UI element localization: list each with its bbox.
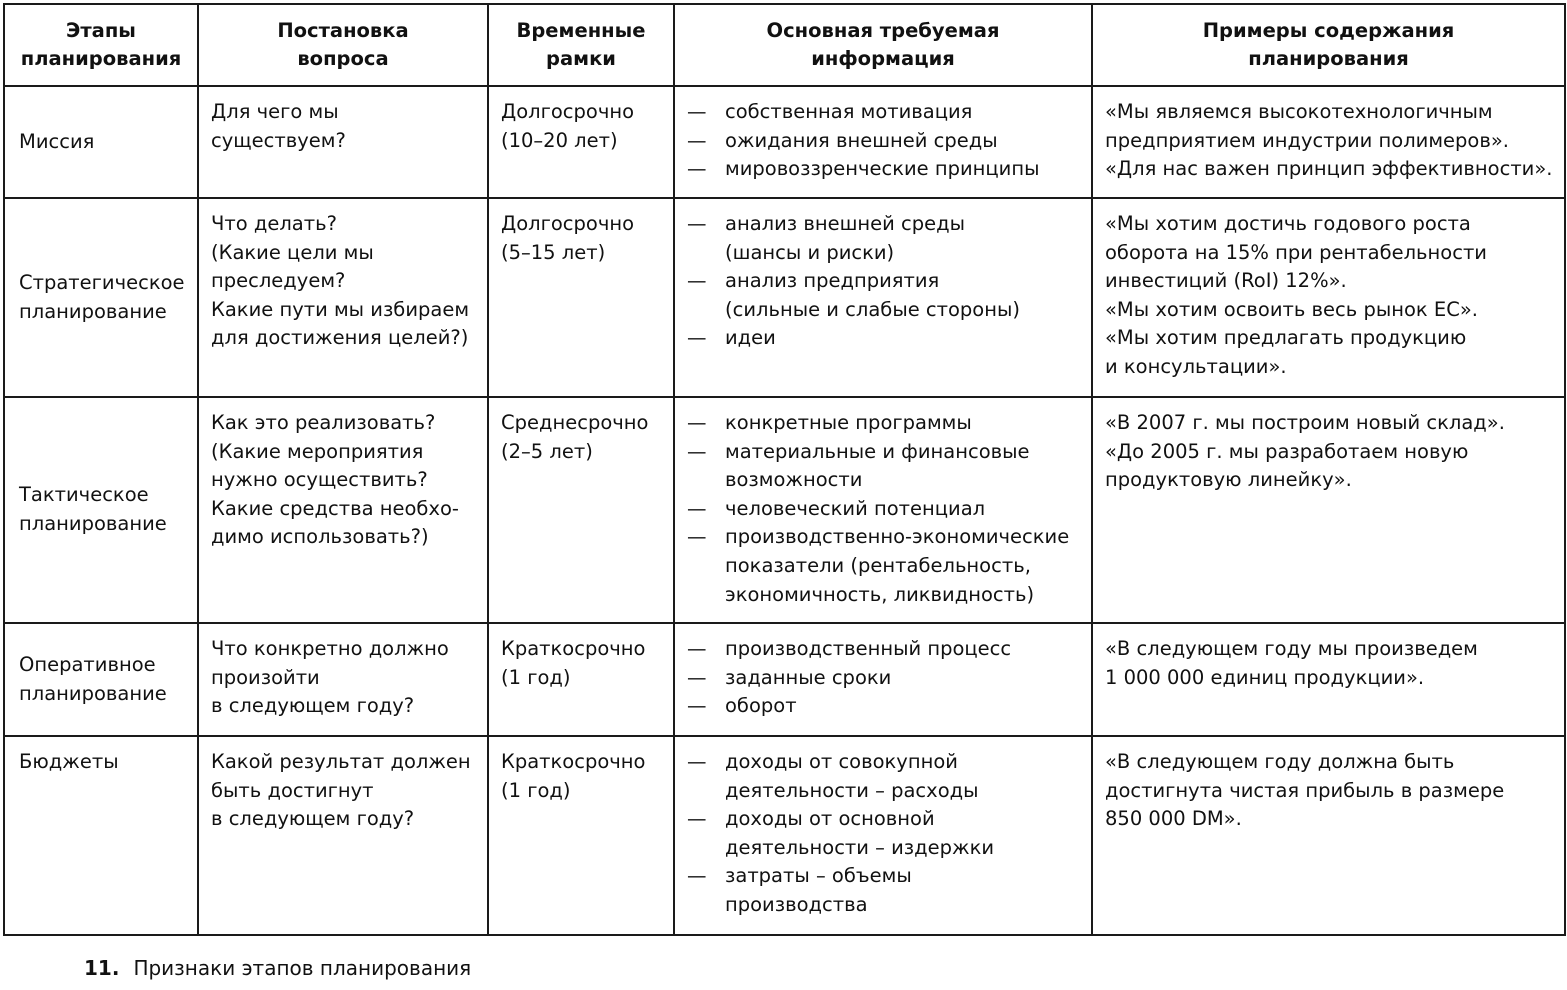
cell-text-line: «Мы являемся высокотехнологичным — [1105, 100, 1493, 123]
info-list-item — [687, 324, 1081, 353]
required-info-cell — [674, 198, 1092, 397]
dash-bullet: — — [687, 807, 707, 831]
header-text-line: информация — [811, 47, 955, 70]
header-text-line: Этапы — [66, 19, 136, 42]
cell-text-line: конкретные программы — [725, 411, 972, 434]
cell-text-line: идеи — [725, 326, 776, 350]
cell-text-line: «Для нас важен принцип эффективности». — [1105, 157, 1553, 181]
cell-text-line: Для чего мы — [211, 100, 339, 123]
info-list-item — [687, 267, 1081, 324]
cell-text-line: «До 2005 г. мы разработаем новую — [1105, 439, 1469, 463]
question-cell — [198, 198, 488, 397]
info-list-item — [687, 692, 1081, 721]
required-info-cell — [674, 736, 1092, 935]
dash-bullet: — — [687, 637, 707, 660]
cell-text-line: Тактическое — [19, 483, 149, 507]
question-cell — [198, 623, 488, 736]
header-text-line: вопроса — [297, 47, 389, 70]
cell-text-line: Бюджеты — [19, 750, 119, 773]
info-list-item — [687, 664, 1081, 693]
cell-text-line: (шансы и риски) — [725, 240, 895, 264]
header-text-line: Временные — [516, 19, 646, 42]
info-list-item — [687, 438, 1081, 495]
header-text-line: Основная требуемая — [766, 19, 1000, 42]
stage-cell — [4, 198, 198, 397]
info-list — [687, 409, 1081, 609]
examples-cell — [1092, 736, 1565, 935]
header-text-line: Постановка — [277, 19, 409, 42]
cell-text-line: доходы от основной — [725, 807, 935, 831]
table-row — [4, 198, 1565, 397]
planning-stages-table — [3, 3, 1566, 936]
header-time-frame — [488, 4, 674, 86]
cell-text-line: нужно осуществить? — [211, 468, 428, 492]
cell-text-line: преследуем? — [211, 269, 346, 293]
cell-text-line: (10–20 лет) — [501, 128, 618, 152]
cell-text-line: 850 000 DM». — [1105, 807, 1242, 831]
cell-text-line: показатели (рентабельность, — [725, 553, 1031, 577]
cell-text-line: «В 2007 г. мы построим новый склад». — [1105, 411, 1505, 434]
cell-text-line: для достижения целей?) — [211, 326, 469, 350]
cell-text-line: Какой результат должен — [211, 750, 471, 773]
cell-text-line: Стратегическое — [19, 270, 185, 294]
table-row — [4, 397, 1565, 623]
dash-bullet: — — [687, 128, 707, 152]
header-question — [198, 4, 488, 86]
info-list-item — [687, 210, 1081, 267]
cell-text-line: (2–5 лет) — [501, 439, 593, 463]
cell-text-line: материальные и финансовые — [725, 439, 1030, 463]
table-header-row — [4, 4, 1565, 86]
cell-text-line: Что делать? — [211, 212, 337, 235]
time-frame-cell — [488, 198, 674, 397]
cell-text-line: инвестиций (RoI) 12%». — [1105, 269, 1347, 293]
question-cell — [198, 397, 488, 623]
cell-text-line: планирование — [19, 299, 167, 323]
stage-cell — [4, 86, 198, 198]
cell-text-line: (1 год) — [501, 778, 571, 802]
cell-text-line: (1 год) — [501, 665, 571, 689]
cell-text-line: 1 000 000 единиц продукции». — [1105, 665, 1425, 689]
cell-text-line: произойти — [211, 665, 320, 689]
cell-text-line: анализ предприятия — [725, 269, 940, 293]
cell-text-line: существуем? — [211, 128, 346, 152]
question-cell — [198, 736, 488, 935]
info-list-item — [687, 523, 1081, 609]
info-list-item — [687, 862, 1081, 919]
dash-bullet: — — [687, 100, 707, 123]
cell-text-line: Как это реализовать? — [211, 411, 436, 434]
required-info-cell — [674, 397, 1092, 623]
dash-bullet: — — [687, 694, 707, 718]
dash-bullet: — — [687, 525, 707, 549]
cell-text-line: Долгосрочно — [501, 212, 635, 235]
cell-text-line: в следующем году? — [211, 807, 415, 831]
cell-text-line: ожидания внешней среды — [725, 128, 998, 152]
cell-text-line: Краткосрочно — [501, 637, 646, 660]
cell-text-line: собственная мотивация — [725, 100, 973, 123]
cell-text-line: (Какие мероприятия — [211, 439, 424, 463]
cell-text-line: (5–15 лет) — [501, 240, 606, 264]
cell-text-line: в следующем году? — [211, 694, 415, 718]
cell-text-line: деятельности – расходы — [725, 778, 979, 802]
caption-number: 11. — [84, 956, 120, 980]
required-info-cell — [674, 86, 1092, 198]
info-list-item — [687, 127, 1081, 156]
examples-cell — [1092, 198, 1565, 397]
header-text-line: рамки — [546, 47, 616, 70]
cell-text-line: Какие средства необхо- — [211, 496, 459, 520]
info-list — [687, 635, 1081, 721]
cell-text-line: производственный процесс — [725, 637, 1012, 660]
cell-text-line: возможности — [725, 468, 863, 492]
cell-text-line: быть достигнут — [211, 778, 374, 802]
examples-cell — [1092, 623, 1565, 736]
question-cell — [198, 86, 488, 198]
time-frame-cell — [488, 736, 674, 935]
cell-text-line: Что конкретно должно — [211, 637, 449, 660]
cell-text-line: «В следующем году мы произведем — [1105, 637, 1478, 660]
info-list-item — [687, 409, 1081, 438]
table-caption — [84, 954, 471, 982]
cell-text-line: Среднесрочно — [501, 411, 649, 434]
header-examples — [1092, 4, 1565, 86]
header-required-info — [674, 4, 1092, 86]
cell-text-line: человеческий потенциал — [725, 496, 986, 520]
examples-cell — [1092, 397, 1565, 623]
dash-bullet: — — [687, 411, 707, 434]
examples-cell — [1092, 86, 1565, 198]
info-list-item — [687, 495, 1081, 524]
cell-text-line: оборот — [725, 694, 797, 718]
dash-bullet: — — [687, 439, 707, 463]
dash-bullet: — — [687, 496, 707, 520]
dash-bullet: — — [687, 864, 707, 888]
dash-bullet: — — [687, 212, 707, 235]
cell-text-line: «Мы хотим предлагать продукцию — [1105, 326, 1467, 350]
cell-text-line: Краткосрочно — [501, 750, 646, 773]
cell-text-line: затраты – объемы — [725, 864, 912, 888]
cell-text-line: (сильные и слабые стороны) — [725, 297, 1020, 321]
cell-text-line: (Какие цели мы — [211, 240, 374, 264]
info-list — [687, 98, 1081, 184]
time-frame-cell — [488, 397, 674, 623]
stage-cell — [4, 736, 198, 935]
table-row — [4, 86, 1565, 198]
stage-cell — [4, 397, 198, 623]
info-list — [687, 748, 1081, 920]
cell-text-line: Оперативное — [19, 652, 156, 676]
table-row — [4, 736, 1565, 935]
cell-text-line: планирование — [19, 681, 167, 705]
info-list-item — [687, 155, 1081, 184]
cell-text-line: «Мы хотим достичь годового роста — [1105, 212, 1471, 235]
info-list — [687, 210, 1081, 353]
cell-text-line: производства — [725, 892, 868, 916]
cell-text-line: заданные сроки — [725, 665, 892, 689]
cell-text-line: предприятием индустрии полимеров». — [1105, 128, 1509, 152]
info-list-item — [687, 98, 1081, 127]
cell-text-line: «В следующем году должна быть — [1105, 750, 1455, 773]
cell-text-line: продуктовую линейку». — [1105, 468, 1352, 492]
dash-bullet: — — [687, 665, 707, 689]
time-frame-cell — [488, 86, 674, 198]
header-stages — [4, 4, 198, 86]
cell-text-line: производственно-экономические — [725, 525, 1070, 549]
cell-text-line: анализ внешней среды — [725, 212, 966, 235]
cell-text-line: экономичность, ликвидность) — [725, 582, 1035, 606]
cell-text-line: димо использовать?) — [211, 525, 429, 549]
dash-bullet: — — [687, 157, 707, 181]
cell-text-line: планирование — [19, 512, 167, 535]
cell-text-line: Долгосрочно — [501, 100, 635, 123]
stage-cell — [4, 623, 198, 736]
cell-text-line: доходы от совокупной — [725, 750, 958, 773]
cell-text-line: и консультации». — [1105, 354, 1287, 378]
info-list-item — [687, 635, 1081, 664]
cell-text-line: Какие пути мы избираем — [211, 297, 470, 321]
required-info-cell — [674, 623, 1092, 736]
header-text-line: Примеры содержания — [1202, 19, 1455, 42]
dash-bullet: — — [687, 326, 707, 350]
time-frame-cell — [488, 623, 674, 736]
caption-text: Признаки этапов планирования — [133, 956, 472, 980]
dash-bullet: — — [687, 269, 707, 293]
cell-text-line: мировоззренческие принципы — [725, 157, 1040, 181]
cell-text-line: Миссия — [19, 129, 95, 153]
cell-text-line: оборота на 15% при рентабельности — [1105, 240, 1487, 264]
header-text-line: планирования — [20, 47, 182, 70]
cell-text-line: «Мы хотим освоить весь рынок ЕС». — [1105, 297, 1478, 321]
cell-text-line: деятельности – издержки — [725, 835, 995, 859]
header-text-line: планирования — [1248, 47, 1409, 70]
info-list-item — [687, 748, 1081, 805]
info-list-item — [687, 805, 1081, 862]
cell-text-line: достигнута чистая прибыль в размере — [1105, 778, 1505, 802]
dash-bullet: — — [687, 750, 707, 773]
table-row — [4, 623, 1565, 736]
